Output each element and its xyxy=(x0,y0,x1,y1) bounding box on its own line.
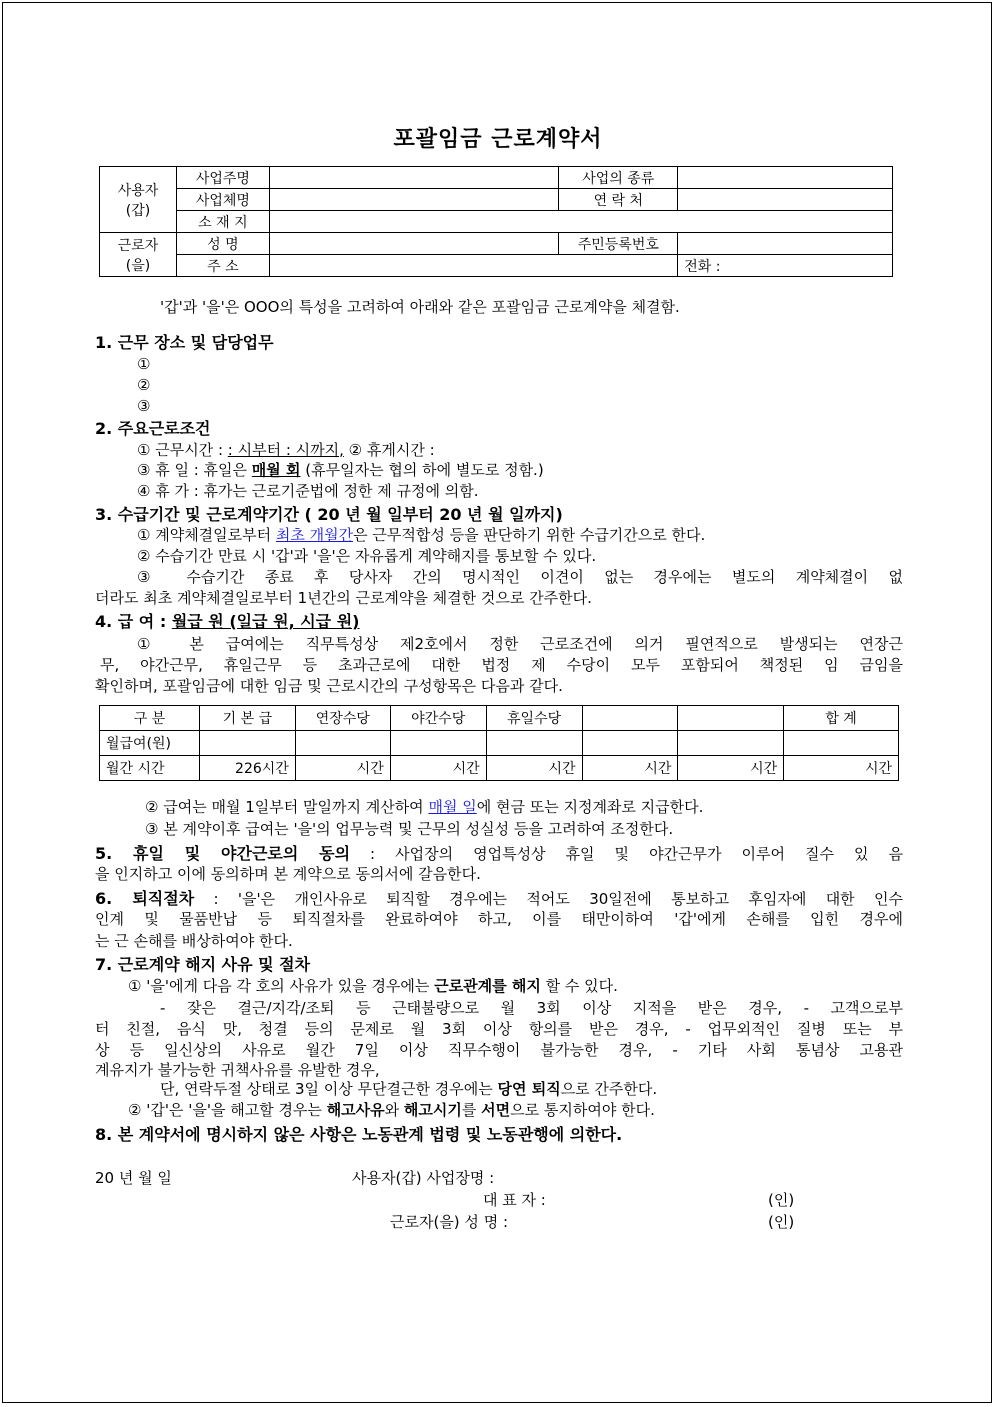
sign-employer: 사용자(갑) 사업장명 : xyxy=(352,1169,495,1187)
s1-item-1: ① xyxy=(137,355,151,373)
section-7-heading: 7. 근로계약 해지 사유 및 절차 xyxy=(95,955,311,974)
section-2-heading: 2. 주요근로조건 xyxy=(95,419,211,438)
wage-header-cell: 기 본 급 xyxy=(199,706,295,731)
phone-label: 전화 : xyxy=(678,255,893,277)
company-name-label: 사업주명 xyxy=(176,167,269,189)
hours-cell[interactable]: 시간 xyxy=(784,756,899,781)
wage-header-cell: 구 분 xyxy=(100,706,200,731)
s7-line-1: ① '을'에게 다음 각 호의 사유가 있을 경우에는 근로관계를 해지 할 수 있다. xyxy=(128,977,618,995)
wage-cell[interactable] xyxy=(486,731,582,756)
section-4-heading: 4. 급 여 : 월급 원 (일급 원, 시급 원) xyxy=(95,612,360,631)
s2-leave: ④ 휴 가 : 휴가는 근로기준법에 정한 제 규정에 의함. xyxy=(137,482,479,500)
s7-line-3: 터 친절, 음식 맛, 청결 등의 문제로 월 3회 이상 항의를 받은 경우, - 업무외적인 질병 또는 부 xyxy=(95,1020,903,1038)
hours-cell[interactable]: 시간 xyxy=(582,756,678,781)
s3-line-2: ② 수습기간 만료 시 '갑'과 '을'은 자유롭게 계약해지를 통보할 수 있다. xyxy=(137,547,597,565)
wage-row-label: 월급여(원) xyxy=(100,731,200,756)
wage-cell[interactable] xyxy=(295,731,390,756)
location-field[interactable] xyxy=(269,211,892,233)
s1-item-3: ③ xyxy=(137,397,151,415)
s4-line-3: 확인하며, 포괄임금에 대한 임금 및 근로시간의 구성항목은 다음과 같다. xyxy=(95,677,563,695)
s6-line-2: 인계 및 물품반납 등 퇴직절차를 완료하여야 하고, 이를 태만이하여 '갑'에게 손해를 입힌 경우에 xyxy=(95,910,903,928)
sign-representative: 대 표 자 : xyxy=(483,1191,546,1209)
name-label: 성 명 xyxy=(176,233,269,255)
hours-cell: 226시간 xyxy=(199,756,295,781)
s7-line-5: 계유지가 불가능한 귀책사유를 유발한 경우, xyxy=(95,1061,380,1079)
section-1-heading: 1. 근무 장소 및 담당업무 xyxy=(95,333,274,352)
s2-work-hours: ① 근무시간 : : 시부터 : 시까지, ② 휴게시간 : xyxy=(137,441,435,459)
s4-line-1: ① 본 급여에는 직무특성상 제2호에서 정한 근로조건에 의거 필연적으로 발생되는 연장근 xyxy=(137,635,903,653)
s4-line-5: ③ 본 계약이후 급여는 '을'의 업무능력 및 근무의 성실성 등을 고려하여 조정한다. xyxy=(145,820,674,838)
intro-text: '갑'과 '을'은 OOO의 특성을 고려하여 아래와 같은 포괄임금 근로계약을 체결함. xyxy=(160,298,680,316)
s4-line-2: 무, 야간근무, 휴일근무 등 초과근로에 대한 법정 제 수당이 모두 포함되어 책정된 임 금임을 xyxy=(100,656,903,674)
wage-cell[interactable] xyxy=(784,731,899,756)
s3-line-4: 더라도 최초 계약체결일로부터 1년간의 근로계약을 체결한 것으로 간주한다. xyxy=(95,589,592,607)
seal-2[interactable]: (인) xyxy=(768,1213,795,1231)
wage-header-cell: 연장수당 xyxy=(295,706,390,731)
sign-date[interactable]: 20 년 월 일 xyxy=(95,1169,172,1187)
section-3-heading: 3. 수급기간 및 근로계약기간 ( 20 년 월 일부터 20 년 월 일까지) xyxy=(95,505,563,524)
wage-header-cell: 휴일수당 xyxy=(486,706,582,731)
s6-line-3: 는 근 손해를 배상하여야 한다. xyxy=(95,932,293,950)
contact-label: 연 락 처 xyxy=(559,189,678,211)
company-name-field[interactable] xyxy=(269,167,558,189)
worker-label: 근로자 (을) xyxy=(100,233,177,277)
s3-line-1: ① 계약체결일로부터 최초 개월간은 근무적합성 등을 판단하기 위한 수급기간으로 한다. xyxy=(137,526,706,544)
s3-line-3: ③ 수습기간 종료 후 당사자 간의 명시적인 이견이 없는 경우에는 별도의 계약체결이 없 xyxy=(137,568,903,586)
wage-monthly-row xyxy=(100,731,899,756)
employer-label: 사용자 (갑) xyxy=(100,167,177,233)
seal-1[interactable]: (인) xyxy=(768,1191,795,1209)
s7-line-6: 단, 연락두절 상태로 3일 이상 무단결근한 경우에는 당연 퇴직으로 간주한다. xyxy=(160,1080,658,1098)
wage-cell[interactable] xyxy=(678,731,784,756)
hours-cell[interactable]: 시간 xyxy=(390,756,486,781)
hours-cell[interactable]: 시간 xyxy=(486,756,582,781)
business-type-label: 사업의 종류 xyxy=(559,167,678,189)
wage-cell[interactable] xyxy=(390,731,486,756)
hours-cell[interactable]: 시간 xyxy=(678,756,784,781)
wage-cell[interactable] xyxy=(199,731,295,756)
s7-line-7: ② '갑'은 '을'을 해고할 경우는 해고사유와 해고시기를 서면으로 통지하여야 한다. xyxy=(128,1101,655,1119)
resident-no-field[interactable] xyxy=(678,233,893,255)
hours-cell[interactable]: 시간 xyxy=(295,756,390,781)
section-5: 5. 휴일 및 야간근로의 동의 : 사업장의 영업특성상 휴일 및 야간근무가 이루어 질수 있 음 xyxy=(95,844,903,863)
address-field[interactable] xyxy=(269,255,677,277)
document-title: 포괄임금 근로계약서 xyxy=(393,127,603,152)
section-8: 8. 본 계약서에 명시하지 않은 사항은 노동관계 법령 및 노동관행에 의한다. xyxy=(95,1125,623,1144)
location-label: 소 재 지 xyxy=(176,211,269,233)
wage-header-cell[interactable] xyxy=(582,706,678,731)
name-field[interactable] xyxy=(269,233,558,255)
wage-hours-row xyxy=(100,756,899,781)
company-form-field[interactable] xyxy=(269,189,558,211)
wage-header-cell: 합 계 xyxy=(784,706,899,731)
business-type-field[interactable] xyxy=(678,167,893,189)
wage-table xyxy=(99,705,899,781)
wage-header-row xyxy=(100,706,899,731)
s7-line-4: 상 등 일신상의 사유로 월간 7일 이상 직무수행이 불가능한 경우, - 기타 사회 통념상 고용관 xyxy=(95,1041,903,1059)
wage-row-label: 월간 시간 xyxy=(100,756,200,781)
sign-worker: 근로자(을) 성 명 : xyxy=(390,1213,509,1231)
resident-no-label: 주민등록번호 xyxy=(559,233,678,255)
section-6: 6. 퇴직절차 : '을'은 개인사유로 퇴직할 경우에는 적어도 30일전에 통보하고 후임자에 대한 인수 xyxy=(95,889,903,908)
s4-line-4: ② 급여는 매월 1일부터 말일까지 계산하여 매월 일에 현금 또는 지정계좌로 지급한다. xyxy=(145,798,704,816)
company-form-label: 사업체명 xyxy=(176,189,269,211)
s5-line-2: 을 인지하고 이에 동의하며 본 계약으로 동의서에 갈음한다. xyxy=(95,865,481,883)
wage-cell[interactable] xyxy=(582,731,678,756)
address-label: 주 소 xyxy=(176,255,269,277)
s1-item-2: ② xyxy=(137,376,151,394)
s7-line-2: - 잦은 결근/지각/조퇴 등 근태불량으로 월 3회 이상 지적을 받은 경우, - 고객으로부 xyxy=(160,999,903,1017)
wage-header-cell[interactable] xyxy=(678,706,784,731)
wage-header-cell: 야간수당 xyxy=(390,706,486,731)
party-table xyxy=(99,166,893,277)
s2-holidays: ③ 휴 일 : 휴일은 매월 회 (휴무일자는 협의 하에 별도로 정함.) xyxy=(137,461,544,479)
contact-field[interactable] xyxy=(678,189,893,211)
